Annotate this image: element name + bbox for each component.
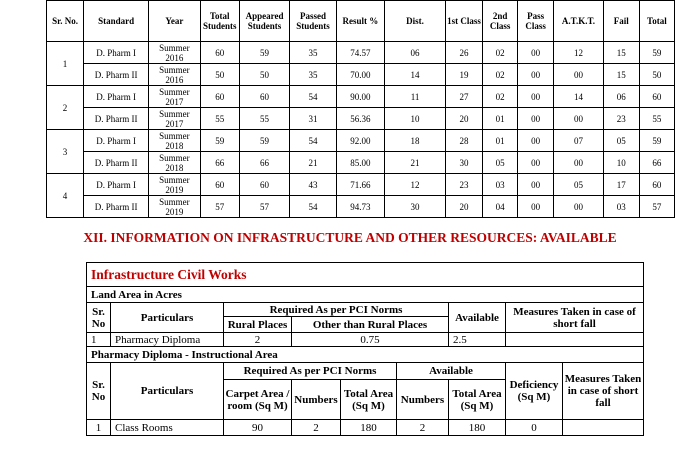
table-cell: 92.00	[336, 130, 384, 152]
table-cell: 59	[639, 42, 674, 64]
table-cell: 03	[483, 174, 518, 196]
table-cell: 06	[603, 86, 639, 108]
table-cell: 59	[239, 42, 290, 64]
table-cell: 15	[603, 42, 639, 64]
instr-deficiency-header: Deficiency (Sq M)	[506, 363, 563, 420]
table-cell: 31	[290, 108, 336, 130]
table-cell: Summer 2017	[149, 108, 201, 130]
table-cell: 90.00	[336, 86, 384, 108]
table-cell: 06	[385, 42, 446, 64]
table-cell: 02	[483, 42, 518, 64]
instr-carpet-header: Carpet Area / room (Sq M)	[224, 380, 292, 420]
table-cell: 60	[200, 174, 239, 196]
instr-total-header: Total Area (Sq M)	[341, 380, 397, 420]
table-cell: 01	[483, 130, 518, 152]
land-row-available: 2.5	[449, 333, 506, 347]
instr-measures-header: Measures Taken in case of short fall	[563, 363, 644, 420]
table-cell: 00	[518, 152, 554, 174]
table-cell: 85.00	[336, 152, 384, 174]
land-measures-header: Measures Taken in case of short fall	[506, 303, 644, 333]
results-header-cell: Standard	[84, 1, 149, 42]
results-header-cell: Sr. No.	[47, 1, 84, 42]
instr-row-av-numbers: 2	[397, 420, 449, 436]
table-cell: 21	[385, 152, 446, 174]
table-cell: 00	[518, 196, 554, 218]
instr-row-numbers: 2	[292, 420, 341, 436]
table-cell: 60	[639, 86, 674, 108]
table-row	[47, 196, 675, 218]
table-cell: 54	[290, 130, 336, 152]
table-cell: 57	[239, 196, 290, 218]
table-cell: D. Pharm I	[84, 86, 149, 108]
results-header-cell: Dist.	[385, 1, 446, 42]
table-cell: 01	[483, 108, 518, 130]
results-header-cell: Pass Class	[518, 1, 554, 42]
results-header-cell: Year	[149, 1, 201, 42]
table-cell: 02	[483, 64, 518, 86]
table-cell: D. Pharm I	[84, 174, 149, 196]
instr-row-carpet: 90	[224, 420, 292, 436]
table-cell: 94.73	[336, 196, 384, 218]
land-row-sr: 1	[87, 333, 111, 347]
results-header-cell: A.T.K.T.	[554, 1, 603, 42]
table-cell: D. Pharm II	[84, 108, 149, 130]
table-cell: 59	[200, 130, 239, 152]
table-cell: Summer 2016	[149, 64, 201, 86]
table-cell: 07	[554, 130, 603, 152]
land-row-measures	[506, 333, 644, 347]
table-cell: D. Pharm II	[84, 196, 149, 218]
table-cell: 00	[554, 152, 603, 174]
table-cell: 23	[603, 108, 639, 130]
table-cell: 71.66	[336, 174, 384, 196]
instr-row-deficiency: 0	[506, 420, 563, 436]
table-cell: 00	[518, 130, 554, 152]
instr-numbers-header: Numbers	[292, 380, 341, 420]
table-cell: 55	[200, 108, 239, 130]
instructional-area-heading: Pharmacy Diploma - Instructional Area	[87, 347, 644, 363]
table-cell: 02	[483, 86, 518, 108]
table-row	[47, 64, 675, 86]
results-table	[46, 0, 675, 218]
table-row	[47, 174, 675, 196]
table-cell: 14	[554, 86, 603, 108]
table-cell: 27	[445, 86, 482, 108]
results-header-row	[47, 1, 675, 42]
table-cell: 54	[290, 86, 336, 108]
table-cell: 05	[483, 152, 518, 174]
instr-row	[87, 420, 644, 436]
land-required-header: Required As per PCI Norms	[224, 303, 449, 317]
table-cell: 17	[603, 174, 639, 196]
table-cell: 11	[385, 86, 446, 108]
table-cell: 05	[554, 174, 603, 196]
table-cell: 70.00	[336, 64, 384, 86]
table-cell: 12	[385, 174, 446, 196]
table-cell: 60	[200, 86, 239, 108]
instr-av-total-header: Total Area (Sq M)	[449, 380, 506, 420]
table-cell: 00	[518, 42, 554, 64]
table-cell: 12	[554, 42, 603, 64]
table-cell: 66	[639, 152, 674, 174]
table-cell: 60	[239, 86, 290, 108]
table-row	[47, 86, 675, 108]
results-header-cell: Total Students	[200, 1, 239, 42]
table-cell: 50	[239, 64, 290, 86]
table-cell: 57	[200, 196, 239, 218]
results-header-cell: Fail	[603, 1, 639, 42]
table-cell: 35	[290, 64, 336, 86]
table-cell: 50	[639, 64, 674, 86]
table-cell: 23	[445, 174, 482, 196]
land-sr-header: Sr. No	[87, 303, 111, 333]
land-area-heading: Land Area in Acres	[87, 287, 644, 303]
land-rural-header: Rural Places	[224, 317, 292, 333]
table-cell: 20	[445, 108, 482, 130]
table-cell: 74.57	[336, 42, 384, 64]
table-cell: 59	[239, 130, 290, 152]
table-cell: 00	[554, 64, 603, 86]
land-other-header: Other than Rural Places	[292, 317, 449, 333]
instr-row-av-total: 180	[449, 420, 506, 436]
table-cell: 43	[290, 174, 336, 196]
results-header-cell: Result %	[336, 1, 384, 42]
results-header-cell: 1st Class	[445, 1, 482, 42]
table-cell: D. Pharm I	[84, 130, 149, 152]
instr-row-measures	[563, 420, 644, 436]
table-cell: 05	[603, 130, 639, 152]
land-row-rural: 2	[224, 333, 292, 347]
table-cell: 15	[603, 64, 639, 86]
table-row	[47, 42, 675, 64]
infrastructure-table	[86, 262, 644, 436]
table-cell: 66	[239, 152, 290, 174]
table-cell: 20	[445, 196, 482, 218]
table-cell: 60	[639, 174, 674, 196]
table-row	[47, 108, 675, 130]
table-cell: 55	[239, 108, 290, 130]
results-header-cell: Passed Students	[290, 1, 336, 42]
table-cell: 19	[445, 64, 482, 86]
table-cell: 60	[200, 42, 239, 64]
table-row	[47, 130, 675, 152]
results-header-cell: Total	[639, 1, 674, 42]
table-cell: 26	[445, 42, 482, 64]
instr-required-header: Required As per PCI Norms	[224, 363, 397, 380]
table-cell: 66	[200, 152, 239, 174]
sr-no-cell: 2	[47, 86, 84, 130]
table-cell: 56.36	[336, 108, 384, 130]
table-cell: 28	[445, 130, 482, 152]
land-particulars-header: Particulars	[111, 303, 224, 333]
table-cell: 04	[483, 196, 518, 218]
instr-row-particulars: Class Rooms	[111, 420, 224, 436]
instr-row-total: 180	[341, 420, 397, 436]
table-cell: D. Pharm II	[84, 64, 149, 86]
table-cell: 30	[385, 196, 446, 218]
land-row-other: 0.75	[292, 333, 449, 347]
instr-row-sr: 1	[87, 420, 111, 436]
instr-available-header: Available	[397, 363, 506, 380]
table-cell: 00	[518, 108, 554, 130]
table-cell: 21	[290, 152, 336, 174]
land-row-particulars: Pharmacy Diploma	[111, 333, 224, 347]
land-available-header: Available	[449, 303, 506, 333]
table-cell: 00	[518, 64, 554, 86]
table-cell: 50	[200, 64, 239, 86]
instr-particulars-header: Particulars	[111, 363, 224, 420]
table-cell: 18	[385, 130, 446, 152]
results-header-cell: Appeared Students	[239, 1, 290, 42]
sr-no-cell: 1	[47, 42, 84, 86]
table-cell: 00	[554, 196, 603, 218]
instr-sr-header: Sr. No	[87, 363, 111, 420]
section-heading: XII. INFORMATION ON INFRASTRUCTURE AND OTHER RESOURCES: AVAILABLE	[83, 230, 617, 245]
table-cell: Summer 2018	[149, 130, 201, 152]
instr-av-numbers-header: Numbers	[397, 380, 449, 420]
table-cell: 00	[518, 174, 554, 196]
land-row	[87, 333, 644, 347]
results-header-cell: 2nd Class	[483, 1, 518, 42]
table-cell: Summer 2019	[149, 174, 201, 196]
table-cell: 59	[639, 130, 674, 152]
sr-no-cell: 3	[47, 130, 84, 174]
table-cell: 03	[603, 196, 639, 218]
table-cell: D. Pharm II	[84, 152, 149, 174]
table-cell: Summer 2018	[149, 152, 201, 174]
infrastructure-title: Infrastructure Civil Works	[87, 263, 644, 287]
table-row	[47, 152, 675, 174]
table-cell: 55	[639, 108, 674, 130]
table-cell: 14	[385, 64, 446, 86]
table-cell: 00	[554, 108, 603, 130]
table-cell: 54	[290, 196, 336, 218]
table-cell: 60	[239, 174, 290, 196]
table-cell: 30	[445, 152, 482, 174]
table-cell: 10	[385, 108, 446, 130]
sr-no-cell: 4	[47, 174, 84, 218]
table-cell: 10	[603, 152, 639, 174]
table-cell: 35	[290, 42, 336, 64]
table-cell: 00	[518, 86, 554, 108]
table-cell: 57	[639, 196, 674, 218]
table-cell: Summer 2019	[149, 196, 201, 218]
table-cell: D. Pharm I	[84, 42, 149, 64]
table-cell: Summer 2016	[149, 42, 201, 64]
table-cell: Summer 2017	[149, 86, 201, 108]
